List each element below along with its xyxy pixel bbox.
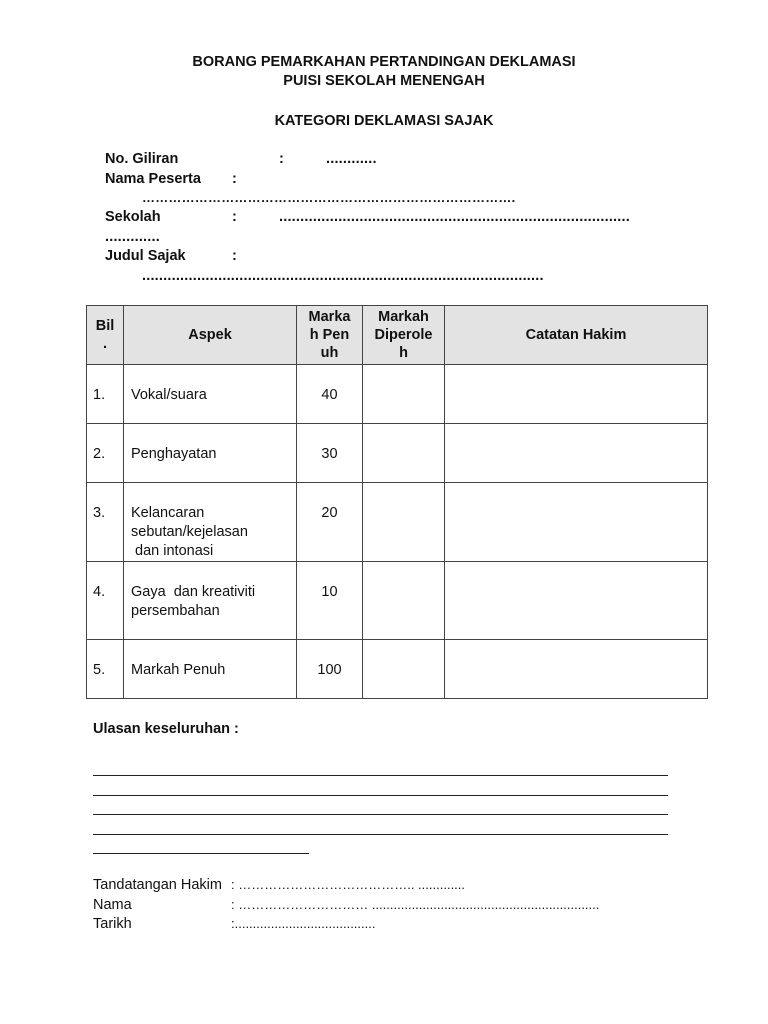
row-number: 2. <box>87 424 124 483</box>
category-title: KATEGORI DEKLAMASI SAJAK <box>274 113 494 129</box>
row-markah-penuh: 40 <box>297 365 363 424</box>
ulasan-line[interactable] <box>93 795 668 796</box>
ulasan-label: Ulasan keseluruhan : <box>93 721 239 737</box>
tandatangan-label: Tandatangan Hakim <box>93 877 222 893</box>
row-aspek <box>124 424 297 483</box>
row-number: 4. <box>87 562 124 640</box>
row-markah-diperoleh-cell[interactable] <box>363 365 445 424</box>
ulasan-line[interactable] <box>93 834 668 835</box>
sekolah-field-continued[interactable]: ............. <box>105 229 160 245</box>
row-markah-penuh: 30 <box>297 424 363 483</box>
aspek-line: Kelancaran <box>131 505 205 521</box>
sekolah-label: Sekolah <box>105 209 161 225</box>
tarikh-label: Tarikh <box>93 916 132 932</box>
row-markah-diperoleh-cell[interactable] <box>363 424 445 483</box>
giliran-label: No. Giliran <box>105 151 179 167</box>
giliran-colon: : <box>279 151 284 167</box>
table-row <box>87 562 708 640</box>
tarikh-field[interactable]: :....................................... <box>231 916 376 931</box>
judul-sajak-colon: : <box>232 248 237 264</box>
sekolah-field[interactable]: ................................................................................... <box>279 209 630 225</box>
row-catatan-cell[interactable] <box>445 562 708 640</box>
header-aspek: Aspek <box>124 306 297 365</box>
header-markah-diperoleh: Markah Diperoleh <box>363 306 445 365</box>
header-catatan-hakim: Catatan Hakim <box>445 306 708 365</box>
aspek-line: Penghayatan <box>131 446 217 462</box>
row-aspek <box>124 483 297 562</box>
aspek-line: Markah Penuh <box>131 662 226 678</box>
giliran-field[interactable]: ............ <box>326 151 377 167</box>
ulasan-line[interactable] <box>93 775 668 776</box>
row-markah-penuh: 20 <box>297 483 363 562</box>
row-catatan-cell[interactable] <box>445 483 708 562</box>
aspek-line: Vokal/suara <box>131 387 207 403</box>
ulasan-line[interactable] <box>93 853 309 854</box>
row-aspek <box>124 640 297 699</box>
row-aspek <box>124 365 297 424</box>
row-number: 5. <box>87 640 124 699</box>
header-markah-penuh: Markah Penuh <box>297 306 363 365</box>
nama-field[interactable]: : ………………………… ............................................................... <box>231 897 600 912</box>
judul-sajak-label: Judul Sajak <box>105 248 186 264</box>
nama-peserta-field[interactable]: …………………………………………………………………………. <box>142 190 516 205</box>
table-header-row <box>87 306 708 365</box>
aspek-line: Gaya dan kreativiti <box>131 584 256 600</box>
aspek-line: sebutan/kejelasan <box>131 524 248 540</box>
nama-label: Nama <box>93 897 132 913</box>
table-row <box>87 365 708 424</box>
table-row <box>87 424 708 483</box>
aspek-line: dan intonasi <box>131 543 214 559</box>
judul-sajak-field[interactable]: ............................................................................................... <box>142 268 544 284</box>
row-number: 3. <box>87 483 124 562</box>
tandatangan-field[interactable]: : ………………………………….. ............. <box>231 877 466 892</box>
row-markah-diperoleh-cell[interactable] <box>363 483 445 562</box>
sekolah-colon: : <box>232 209 237 225</box>
row-markah-diperoleh-cell[interactable] <box>363 640 445 699</box>
row-number: 1. <box>87 365 124 424</box>
nama-peserta-label: Nama Peserta <box>105 171 201 187</box>
ulasan-line[interactable] <box>93 814 668 815</box>
row-catatan-cell[interactable] <box>445 365 708 424</box>
table-row <box>87 483 708 562</box>
row-markah-penuh: 100 <box>297 640 363 699</box>
nama-peserta-colon: : <box>232 171 237 187</box>
row-catatan-cell[interactable] <box>445 640 708 699</box>
aspek-line: persembahan <box>131 603 220 619</box>
row-markah-penuh: 10 <box>297 562 363 640</box>
score-table <box>86 305 708 699</box>
row-markah-diperoleh-cell[interactable] <box>363 562 445 640</box>
form-subtitle: PUISI SEKOLAH MENENGAH <box>283 73 485 89</box>
table-row <box>87 640 708 699</box>
header-bil: Bil . <box>87 306 124 365</box>
form-title: BORANG PEMARKAHAN PERTANDINGAN DEKLAMASI <box>192 54 576 70</box>
row-catatan-cell[interactable] <box>445 424 708 483</box>
row-aspek <box>124 562 297 640</box>
